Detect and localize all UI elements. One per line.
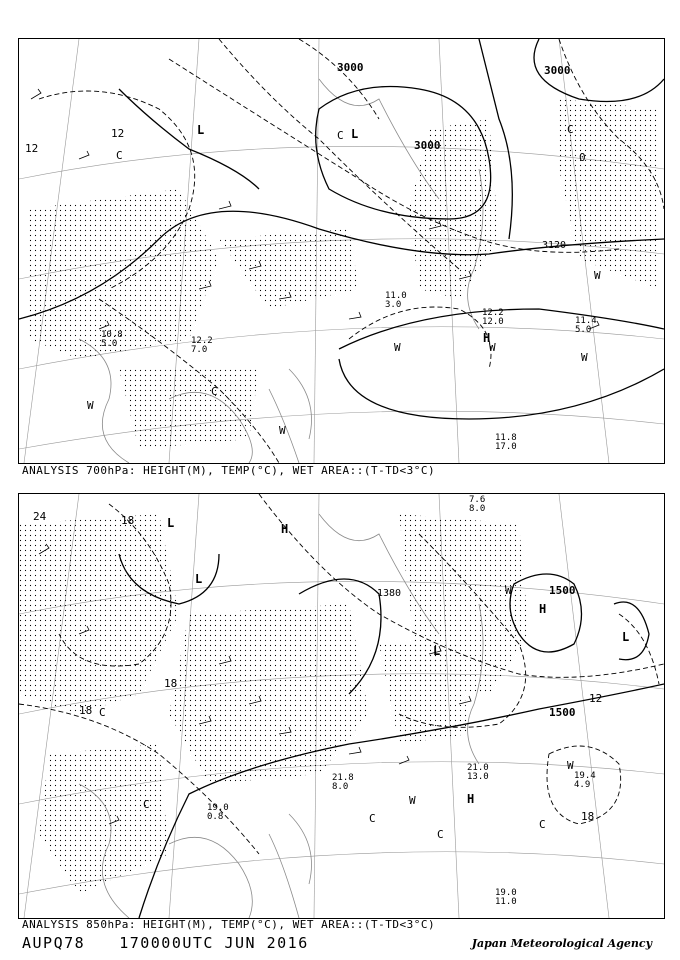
station-value: 12.2 12.0 [482,308,504,327]
wet-area-stipple [19,514,529,894]
warm-center-symbol: W [409,794,416,807]
height-label: 1500 [549,584,576,597]
temp-label: 18 [581,810,595,823]
warm-center-symbol: W [279,424,286,437]
high-center-symbol: H [539,602,547,616]
cold-center-symbol: C [116,149,123,162]
low-center-symbol: L [197,123,205,137]
low-center-symbol: L [351,127,359,141]
station-value: 11.8 17.0 [495,433,517,452]
station-value: 19.0 11.0 [495,888,517,907]
warm-center-symbol: W [505,584,512,597]
height-label: 3120 [542,240,567,251]
low-center-symbol: L [195,572,203,586]
cold-center-symbol: C [337,129,344,142]
wet-area-stipple [29,99,659,449]
station-value: 12.2 7.0 [191,336,213,355]
map-panel-700hpa [18,38,665,464]
height-label: 1380 [377,588,402,599]
cold-center-symbol: C [369,812,376,825]
temp-label: 12 [111,127,125,140]
warm-center-symbol: W [489,341,496,354]
chart-code: AUPQ78 [22,934,86,952]
agency-name: Japan Meteorological Agency [471,937,652,950]
station-value: 11.0 3.0 [385,291,407,310]
low-center-symbol: L [433,644,441,658]
high-center-symbol: H [483,331,491,345]
temp-label: 12 [589,692,603,705]
warm-center-symbol: W [87,399,94,412]
low-center-symbol: L [622,630,630,644]
temp-label: 18 [121,514,135,527]
temp-label: 18 [164,677,178,690]
height-label: 3000 [337,61,364,74]
caption-850hpa: ANALYSIS 850hPa: HEIGHT(M), TEMP(°C), WET AREA::(T-TD<3°C) [22,918,436,931]
chart-id-and-time [22,934,309,952]
temp-label: 18 [79,704,93,717]
map-700hpa-graphics [19,39,664,463]
station-value: 19.4 4.9 [574,771,596,790]
map-panel-850hpa [18,493,665,919]
valid-datetime: 170000UTC JUN 2016 [119,934,309,952]
temp-label: 24 [33,510,47,523]
station-value: 7.6 8.0 [469,495,486,514]
height-label: 1500 [549,706,576,719]
height-label: 3000 [544,64,571,77]
high-center-symbol: H [467,792,475,806]
low-center-symbol: L [167,516,175,530]
cold-center-symbol: C [567,123,574,136]
station-value: 21.8 8.0 [332,773,354,792]
warm-center-symbol: W [394,341,401,354]
warm-center-symbol: W [581,351,588,364]
cold-center-symbol: C [211,385,218,398]
height-label: 3000 [414,139,441,152]
cold-center-symbol: C [539,818,546,831]
warm-center-symbol: W [594,269,601,282]
warm-center-symbol: W [567,759,574,772]
caption-700hpa: ANALYSIS 700hPa: HEIGHT(M), TEMP(°C), WET AREA::(T-TD<3°C) [22,464,436,477]
cold-center-symbol: C [99,706,106,719]
temp-label: 12 [25,142,39,155]
cold-center-symbol: C [143,798,150,811]
temp-label: 0 [579,151,586,164]
station-value: 11.4 5.0 [575,316,597,335]
station-value: 10.8 5.0 [101,330,123,349]
high-center-symbol: H [281,522,289,536]
station-value: 19.0 0.8 [207,803,229,822]
cold-center-symbol: C [437,828,444,841]
station-value: 21.0 13.0 [467,763,489,782]
